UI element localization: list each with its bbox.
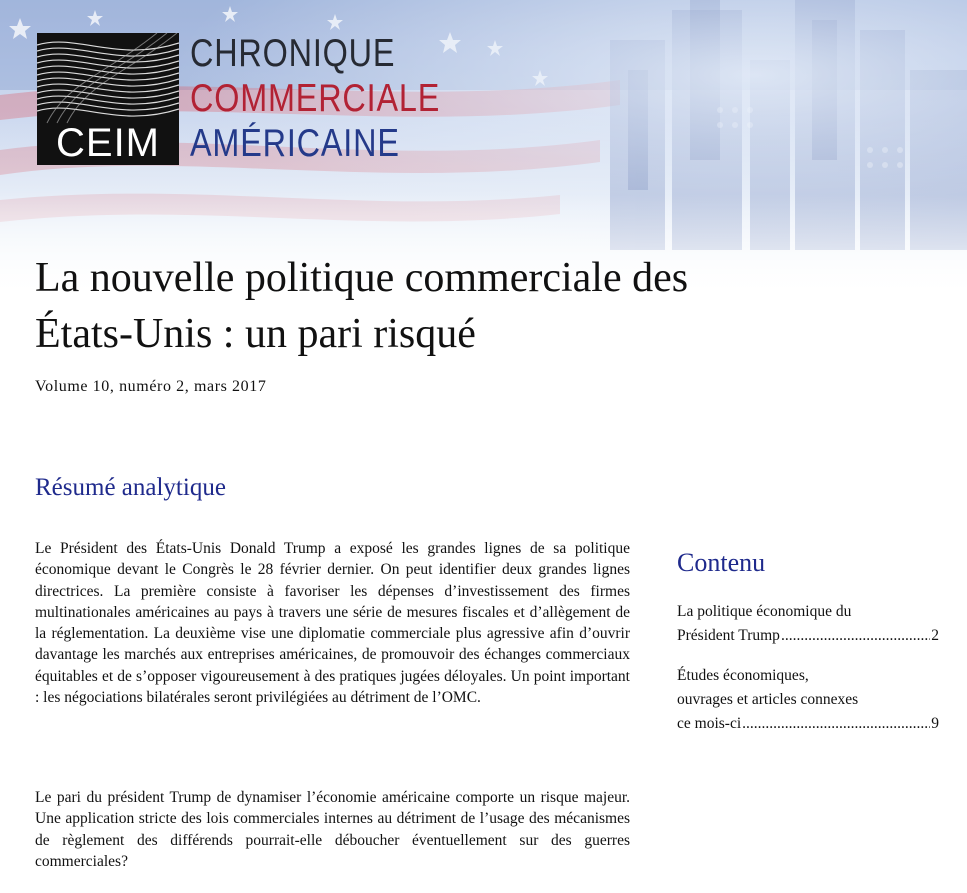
toc-item-line: Président Trump xyxy=(677,627,780,644)
brand-line-chronique: CHRONIQUE xyxy=(190,32,396,75)
toc-item-line: ce mois-ci xyxy=(677,715,742,732)
toc-item-line: La politique économique du xyxy=(677,603,852,620)
document-title xyxy=(35,250,935,362)
summary-paragraph-2: Le pari du président Trump de dynamiser l’économie américaine comporte un risque majeur. Une application stricte des lois commerciales internes au détriment de l’usage des mécanismes de règlement des différends pourrait-elle déboucher éventuellement sur des guerres commerciales? xyxy=(35,789,630,870)
summary-heading: Résumé analytique xyxy=(35,474,226,501)
issue-info: Volume 10, numéro 2, mars 2017 xyxy=(35,378,267,395)
leader-dots xyxy=(781,624,930,648)
toc-item-etudes-economiques[interactable] xyxy=(677,664,939,736)
publication-name xyxy=(190,31,440,166)
title-line-1: La nouvelle politique commerciale des xyxy=(35,255,689,301)
summary-paragraph-1: Le Président des États-Unis Donald Trump a exposé les grandes lignes de sa politique économique devant le Congrès le 28 février dernier. On peut identifier deux grandes lignes directrices. La première consiste à favoriser les dépenses d’investissement des firmes multinationales américaines au pays à travers une série de mesures fiscales et d’allègement de la réglementation. La deuxième vise une diplomatie commerciale plus agressive afin d’ouvrir davantage les marchés aux entreprises américaines, de promouvoir des échanges commerciaux équitables et de s’opposer vigoureusement à des pratiques jugées déloyales. Un point important : les négociations bilatérales seront privilégiées au détriment de l’OMC. xyxy=(35,540,630,707)
leader-dots xyxy=(742,712,930,736)
toc-page-number: 9 xyxy=(931,715,939,732)
toc-item-line: ouvrages et articles connexes xyxy=(677,691,859,708)
toc-page-number: 2 xyxy=(931,627,939,644)
logo-ceim-text: CEIM xyxy=(56,121,160,165)
contents-heading: Contenu xyxy=(677,548,766,577)
brand-line-commerciale: COMMERCIALE xyxy=(190,77,441,120)
toc-item-leader-line xyxy=(677,712,939,736)
title-line-2: États-Unis : un pari risqué xyxy=(35,311,476,357)
brand-line-americaine: AMÉRICAINE xyxy=(190,122,400,165)
wave-lines-icon xyxy=(37,33,179,125)
toc-item-leader-line xyxy=(677,624,939,648)
toc-item-line: Études économiques, xyxy=(677,667,809,684)
toc-item-politique-economique[interactable] xyxy=(677,600,939,648)
ceim-logo xyxy=(37,33,179,165)
